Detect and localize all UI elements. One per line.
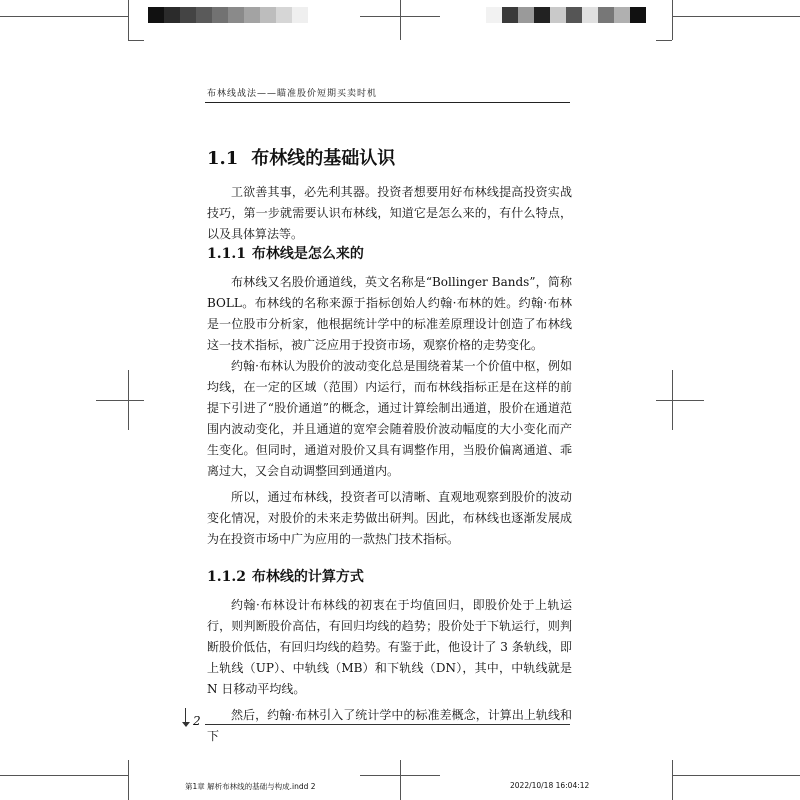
crop-mark [128,760,129,800]
crop-mark [128,0,129,40]
calibration-swatch [582,7,598,23]
crop-mark [672,16,800,17]
paragraph: 约翰·布林设计布林线的初衷在于均值回归，即股价处于上轨运行，则判断股价高估，有回归均线的趋势；股价处于下轨运行，则判断股价低估，有回归均线的趋势。有鉴于此，他设计了 3 条轨线，即上轨线（UP）、中轨线（MB）和下轨线（DN），其中，中轨线就是 N 日移动平均线。 [207,598,572,696]
calibration-swatch [148,7,164,23]
subsection-number: 1.1.2 [207,569,246,585]
subsection-body [207,272,572,550]
calibration-swatch [630,7,646,23]
registration-mark [400,760,401,800]
section-number: 1.1 [207,148,239,169]
footer-rule [205,724,570,725]
calibration-swatch [534,7,550,23]
section-heading [207,144,395,170]
calibration-swatch [614,7,630,23]
intro-paragraph: 工欲善其事，必先利其器。投资者想要用好布林线提高投资实战技巧，第一步就需要认识布林线，知道它是怎么来的，有什么特点，以及具体算法等。 [207,185,572,241]
calibration-swatch [276,7,292,23]
crop-mark [672,0,673,40]
crop-mark [672,775,800,776]
section-title: 布林线的基础认识 [251,148,396,169]
paragraph: 然后，约翰·布林引入了统计学中的标准差概念，计算出上轨线和下 [207,708,572,743]
calibration-swatch [502,7,518,23]
calibration-bar-right [486,7,646,23]
calibration-swatch [212,7,228,23]
calibration-swatch [244,7,260,23]
crop-mark [672,760,673,800]
print-slug-timestamp: 2022/10/18 16:04:12 [510,781,590,790]
calibration-swatch [486,7,502,23]
calibration-swatch [598,7,614,23]
page-number: 2 [193,714,201,728]
paragraph: 布林线又名股价通道线，英文名称是“Bollinger Bands”，简称 BOLL。布林线的名称来源于指标创始人约翰·布林的姓。约翰·布林是一位股市分析家，他根据统计学中的标准差原理设计创造了布林线这一技术指标，被广泛应用于投资市场，观察价格的走势变化。 [207,275,572,352]
calibration-bar-left [148,7,308,23]
subsection-number: 1.1.1 [207,246,246,262]
calibration-swatch [518,7,534,23]
calibration-swatch [180,7,196,23]
page-marker-arrow [182,722,190,727]
registration-mark [400,0,401,40]
calibration-swatch [164,7,180,23]
calibration-swatch [260,7,276,23]
registration-mark [656,400,704,401]
calibration-swatch [550,7,566,23]
crop-mark [656,40,672,41]
crop-mark [0,16,128,17]
calibration-swatch [292,7,308,23]
header-rule [205,102,570,103]
calibration-swatch [228,7,244,23]
calibration-swatch [196,7,212,23]
paragraph: 约翰·布林认为股价的波动变化总是围绕着某一个价值中枢，例如均线，在一定的区域（范围）内运行，而布林线指标正是在这样的前提下引进了“股价通道”的概念，通过计算绘制出通道，股价在通道范围内波动变化，并且通道的宽窄会随着股价波动幅度的大小变化而产生变化。但同时，通道对股价又具有调整作用，当股价偏离通道、乖离过大，又会自动调整回到通道内。 [207,359,572,478]
paragraph: 所以，通过布林线，投资者可以清晰、直观地观察到股价的波动变化情况，对股价的未来走势做出研判。因此，布林线也逐渐发展成为在投资市场中广为应用的一款热门技术指标。 [207,490,572,546]
subsection-heading [207,566,364,586]
crop-mark [128,40,144,41]
subsection-heading [207,243,364,263]
print-slug-file: 第1章 解析布林线的基础与构成.indd 2 [185,782,316,791]
crop-mark [0,775,128,776]
subsection-title: 布林线的计算方式 [251,569,364,585]
running-header: 布林线战法——瞄准股价短期买卖时机 [207,89,378,99]
registration-mark [672,370,673,430]
subsection-title: 布林线是怎么来的 [251,246,364,262]
registration-mark [128,370,129,430]
registration-mark [96,400,144,401]
calibration-swatch [566,7,582,23]
